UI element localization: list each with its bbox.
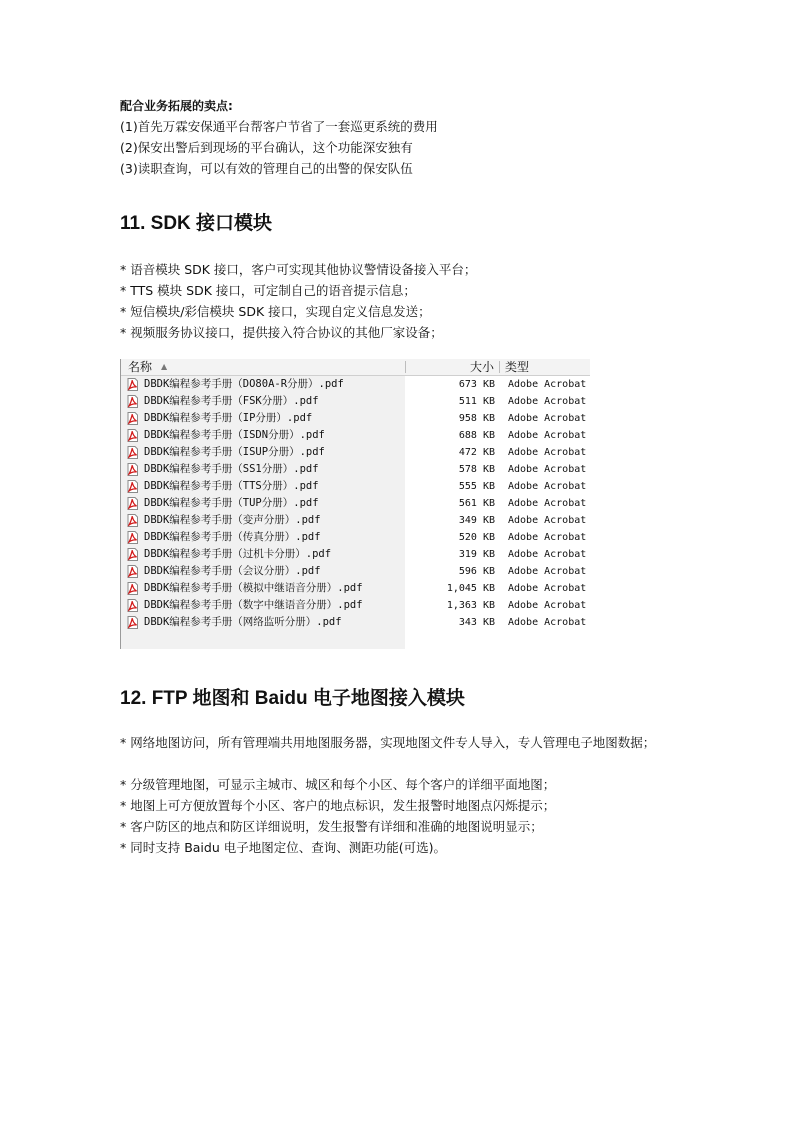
pdf-icon xyxy=(126,616,139,629)
file-row[interactable] xyxy=(121,597,590,614)
file-row[interactable] xyxy=(121,478,590,495)
selling-points-heading: 配合业务拓展的卖点: xyxy=(120,99,233,113)
column-divider[interactable] xyxy=(499,361,500,373)
column-divider[interactable] xyxy=(405,361,406,373)
selling-point: (2)保安出警后到现场的平台确认，这个功能深安独有 xyxy=(120,140,413,155)
file-list-header xyxy=(121,359,590,376)
map-bullet: * 客户防区的地点和防区详细说明，发生报警有详细和准确的地图说明显示； xyxy=(120,819,543,834)
file-type: Adobe Acrobat xyxy=(508,498,587,509)
file-name: DBDK编程参考手册（变声分册）.pdf xyxy=(144,514,321,526)
file-name: DBDK编程参考手册（过机卡分册）.pdf xyxy=(144,548,332,560)
file-row[interactable] xyxy=(121,376,590,393)
file-type: Adobe Acrobat xyxy=(508,379,587,390)
file-name: DBDK编程参考手册（ISUP分册）.pdf xyxy=(144,446,325,458)
file-type: Adobe Acrobat xyxy=(508,583,587,594)
file-row[interactable] xyxy=(121,444,590,461)
sdk-bullet: * 视频服务协议接口，提供接入符合协议的其他厂家设备； xyxy=(120,325,443,340)
file-size: 596 KB xyxy=(458,566,495,577)
file-name: DBDK编程参考手册（DO80A-R分册）.pdf xyxy=(144,378,344,390)
file-name: DBDK编程参考手册（TUP分册）.pdf xyxy=(144,497,319,509)
file-name: DBDK编程参考手册（传真分册）.pdf xyxy=(144,531,321,543)
file-row[interactable] xyxy=(121,495,590,512)
file-type: Adobe Acrobat xyxy=(508,532,587,543)
file-size: 472 KB xyxy=(458,447,495,458)
pdf-icon xyxy=(126,548,139,561)
sdk-bullet: * TTS 模块 SDK 接口，可定制自己的语音提示信息； xyxy=(120,283,416,298)
file-name: DBDK编程参考手册（IP分册）.pdf xyxy=(144,412,313,424)
selling-point: (3)读职查询，可以有效的管理自己的出警的保安队伍 xyxy=(120,161,413,176)
pdf-icon xyxy=(126,582,139,595)
file-row[interactable] xyxy=(121,563,590,580)
pdf-icon xyxy=(126,531,139,544)
pdf-icon xyxy=(126,497,139,510)
file-type: Adobe Acrobat xyxy=(508,566,587,577)
file-type: Adobe Acrobat xyxy=(508,617,587,628)
file-list-panel xyxy=(120,359,590,649)
file-row[interactable] xyxy=(121,546,590,563)
selling-point: (1)首先万霖安保通平台帮客户节省了一套巡更系统的费用 xyxy=(120,119,438,134)
file-size: 511 KB xyxy=(458,396,495,407)
file-size: 555 KB xyxy=(458,481,495,492)
column-header-name[interactable]: 名称 xyxy=(128,360,153,374)
file-type: Adobe Acrobat xyxy=(508,413,587,424)
file-size: 688 KB xyxy=(458,430,495,441)
file-size: 319 KB xyxy=(458,549,495,560)
file-name: DBDK编程参考手册（TTS分册）.pdf xyxy=(144,480,319,492)
sort-ascending-icon: ▲ xyxy=(161,362,168,371)
file-name: DBDK编程参考手册（ISDN分册）.pdf xyxy=(144,429,325,441)
file-row[interactable] xyxy=(121,614,590,631)
file-type: Adobe Acrobat xyxy=(508,430,587,441)
file-name: DBDK编程参考手册（FSK分册）.pdf xyxy=(144,395,319,407)
sdk-bullet: * 短信模块/彩信模块 SDK 接口，实现自定义信息发送； xyxy=(120,304,431,319)
file-row[interactable] xyxy=(121,393,590,410)
file-size: 578 KB xyxy=(458,464,495,475)
map-bullet: * 分级管理地图，可显示主城市、城区和每个小区、每个客户的详细平面地图； xyxy=(120,777,556,792)
map-bullet: * 地图上可方便放置每个小区、客户的地点标识，发生报警时地图点闪烁提示； xyxy=(120,798,556,813)
pdf-icon xyxy=(126,395,139,408)
file-name: DBDK编程参考手册（网络监听分册）.pdf xyxy=(144,616,342,628)
file-name: DBDK编程参考手册（会议分册）.pdf xyxy=(144,565,321,577)
section-11-title: 11. SDK 接口模块 xyxy=(120,213,273,234)
file-row[interactable] xyxy=(121,427,590,444)
file-size: 958 KB xyxy=(458,413,495,424)
pdf-icon xyxy=(126,412,139,425)
file-size: 561 KB xyxy=(458,498,495,509)
file-type: Adobe Acrobat xyxy=(508,481,587,492)
file-name: DBDK编程参考手册（模拟中继语音分册）.pdf xyxy=(144,582,363,594)
file-row[interactable] xyxy=(121,410,590,427)
file-rows xyxy=(121,376,590,631)
file-type: Adobe Acrobat xyxy=(508,447,587,458)
map-bullet: * 网络地图访问，所有管理端共用地图服务器，实现地图文件专人导入，专人管理电子地图数据； xyxy=(120,735,656,750)
file-row[interactable] xyxy=(121,512,590,529)
pdf-icon xyxy=(126,378,139,391)
file-name: DBDK编程参考手册（数字中继语音分册）.pdf xyxy=(144,599,363,611)
pdf-icon xyxy=(126,480,139,493)
sdk-bullet: * 语音模块 SDK 接口，客户可实现其他协议警情设备接入平台； xyxy=(120,262,477,277)
file-size: 673 KB xyxy=(458,379,495,390)
pdf-icon xyxy=(126,429,139,442)
file-type: Adobe Acrobat xyxy=(508,600,587,611)
column-header-type[interactable]: 类型 xyxy=(505,360,530,374)
column-header-size[interactable]: 大小 xyxy=(469,360,494,374)
pdf-icon xyxy=(126,514,139,527)
pdf-icon xyxy=(126,463,139,476)
map-bullet: * 同时支持 Baidu 电子地图定位、查询、测距功能(可选)。 xyxy=(120,840,446,855)
section-12-title: 12. FTP 地图和 Baidu 电子地图接入模块 xyxy=(120,688,465,709)
file-row[interactable] xyxy=(121,580,590,597)
file-type: Adobe Acrobat xyxy=(508,464,587,475)
file-size: 1,045 KB xyxy=(446,583,495,594)
file-size: 1,363 KB xyxy=(446,600,495,611)
file-name: DBDK编程参考手册（SS1分册）.pdf xyxy=(144,463,319,475)
pdf-icon xyxy=(126,599,139,612)
file-type: Adobe Acrobat xyxy=(508,549,587,560)
file-type: Adobe Acrobat xyxy=(508,515,587,526)
pdf-icon xyxy=(126,446,139,459)
file-row[interactable] xyxy=(121,529,590,546)
file-size: 520 KB xyxy=(458,532,495,543)
pdf-icon xyxy=(126,565,139,578)
file-row[interactable] xyxy=(121,461,590,478)
file-size: 343 KB xyxy=(458,617,495,628)
file-type: Adobe Acrobat xyxy=(508,396,587,407)
file-size: 349 KB xyxy=(458,515,495,526)
